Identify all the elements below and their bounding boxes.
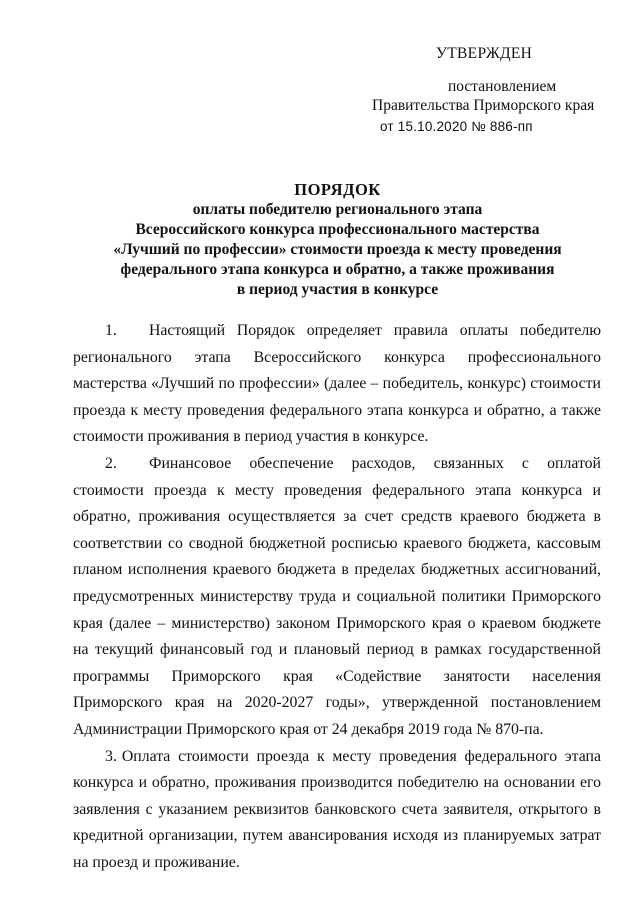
paragraph-number: 1. [105, 322, 117, 339]
paragraph-3 [73, 744, 601, 877]
title-line: «Лучший по профессии» стоимости проезда к месту проведения [113, 241, 562, 258]
document-title [60, 180, 615, 300]
decree-label: постановлением [448, 78, 557, 95]
title-line: Всероссийского конкурса профессионального мастерства [135, 221, 540, 238]
paragraph-text: Финансовое обеспечение расходов, связанных с оплатой стоимости проезда к месту проведения федерального этапа конкурса и обратно, проживания осуществляется за счет средств краевого бюджета в соответствии со сводной бюджетной росписью краевого бюджета, кассовым планом исполнения краевого бюджета в пределах бюджетных ассигнований, предусмотренных министерству труда и социальной политики Приморского края (далее – министерство) законом Приморского края о краевом бюджете на текущий финансовый год и плановый период в рамках государственной программы Приморского края «Содействие занятости населения Приморского края на 2020-2027 годы», утвержденной постановлением Администрации Приморского края от 24 декабря 2019 года № 870-па. [73, 454, 601, 738]
document-body [73, 318, 601, 876]
paragraph-1 [73, 318, 601, 451]
paragraph-number: 3. [105, 747, 117, 765]
approved-label: УТВЕРЖДЕН [436, 45, 533, 62]
title-heading: ПОРЯДОК [294, 180, 381, 199]
approval-stamp [360, 44, 610, 136]
title-line: оплаты победителю регионального этапа [192, 201, 483, 218]
paragraph-text: Оплата стоимости проезда к месту проведения федерального этапа конкурса и обратно, проживания производится победителю на основании его заявления с указанием реквизитов банковского счета заявителя, открытого в кредитной организации, путем авансирования исходя из планируемых затрат на проезд и проживание. [73, 747, 601, 871]
title-line: в период участия в конкурсе [236, 281, 439, 298]
paragraph-text: Настоящий Порядок определяет правила оплаты победителю регионального этапа Всероссийского конкурса профессионального мастерства «Лучший по профессии» (далее – победитель, конкурс) стоимости проезда к месту проведения федерального этапа конкурса и обратно, а также стоимости проживания в период участия в конкурсе. [73, 322, 601, 446]
government-label: Правительства Приморского края [372, 97, 595, 114]
decree-date-number: от 15.10.2020 № 886-пп [380, 119, 533, 134]
paragraph-2 [73, 451, 601, 744]
title-line: федерального этапа конкурса и обратно, а также проживания [120, 261, 555, 278]
paragraph-number: 2. [105, 454, 117, 472]
